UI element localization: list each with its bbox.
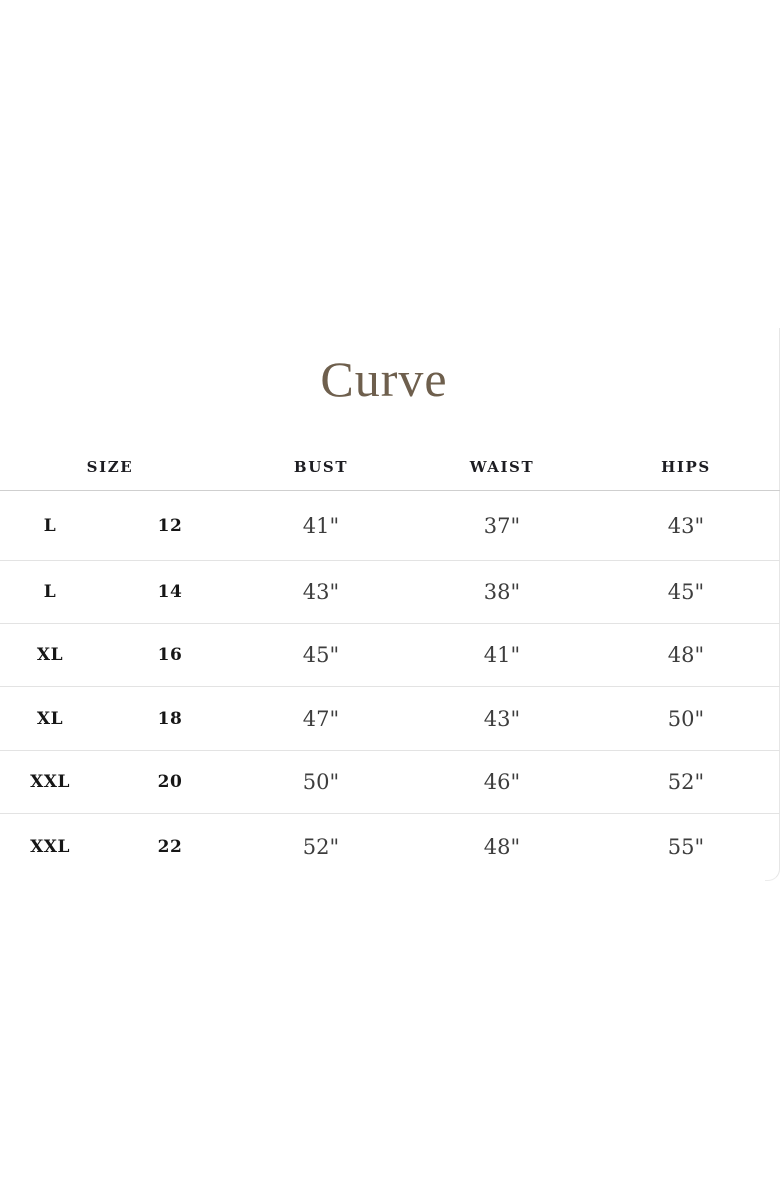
table-row: [0, 751, 780, 814]
waist-cell: 48": [483, 835, 521, 859]
waist-cell: 41": [483, 643, 521, 667]
size-number-cell: 12: [157, 515, 183, 536]
size-number-cell: 18: [157, 708, 183, 729]
column-header-bust: BUST: [293, 457, 349, 476]
size-letter-cell: L: [43, 582, 57, 602]
hips-cell: 50": [667, 706, 705, 731]
size-number-cell: 16: [157, 645, 183, 665]
column-header-waist: WAIST: [469, 457, 535, 476]
size-letter-cell: XXL: [30, 837, 70, 857]
bust-cell: 47": [302, 706, 340, 731]
waist-cell: 38": [483, 580, 521, 604]
table-row: [0, 624, 780, 687]
table-row: [0, 687, 780, 751]
waist-cell: 46": [483, 770, 521, 794]
size-chart-table: [0, 443, 780, 880]
column-header-hips: HIPS: [661, 457, 711, 476]
table-header-row: [0, 443, 780, 491]
hips-cell: 55": [667, 835, 705, 859]
bust-cell: 43": [302, 580, 340, 604]
size-number-cell: 20: [157, 772, 183, 792]
hips-cell: 45": [667, 580, 705, 604]
hips-cell: 52": [667, 770, 705, 794]
bust-cell: 52": [302, 835, 340, 859]
table-row: [0, 491, 780, 561]
waist-cell: 43": [483, 706, 521, 731]
bust-cell: 41": [302, 513, 340, 538]
waist-cell: 37": [483, 513, 521, 538]
size-letter-cell: XL: [36, 645, 64, 665]
size-letter-cell: XXL: [30, 772, 70, 792]
column-header-size: SIZE: [86, 457, 134, 476]
hips-cell: 43": [667, 513, 705, 538]
hips-cell: 48": [667, 643, 705, 667]
bust-cell: 45": [302, 643, 340, 667]
size-letter-cell: XL: [36, 708, 64, 729]
bust-cell: 50": [302, 770, 340, 794]
size-letter-cell: L: [43, 515, 57, 536]
size-chart-title: Curve: [320, 351, 448, 407]
size-number-cell: 22: [157, 837, 183, 857]
table-row: [0, 561, 780, 624]
size-number-cell: 14: [157, 582, 183, 602]
table-row: [0, 814, 780, 880]
